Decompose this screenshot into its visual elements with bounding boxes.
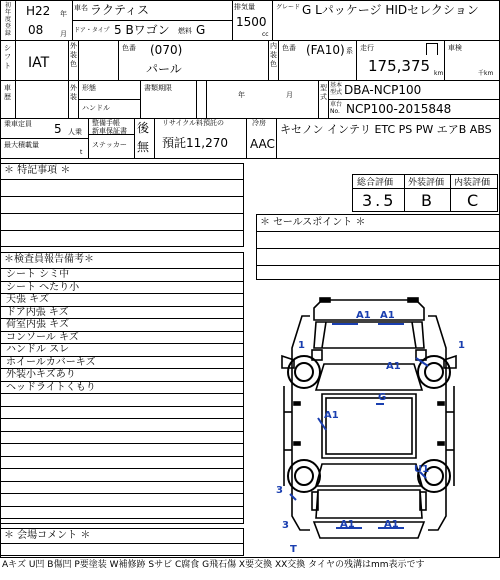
inspector-line: 外装小キズあり <box>6 369 76 380</box>
sales-title: ＊ セールスポイント ＊ <box>260 217 366 228</box>
first-reg-label: 初年度登録 <box>4 2 11 37</box>
overall-score: 3.5 <box>362 191 397 210</box>
mark-front-right-wheel: 1 <box>458 340 465 351</box>
color-code-label: 色番 <box>122 44 136 52</box>
door-type: 5 Bワゴン <box>114 23 170 37</box>
reg-year: H22 <box>26 4 51 18</box>
inspector-rule <box>0 506 244 507</box>
color-name: パール <box>146 62 182 76</box>
warranty-label: 新車保証書 <box>92 127 127 135</box>
fuel-label: 燃料 <box>178 27 192 35</box>
history-label: 車歴 <box>4 84 11 101</box>
aircon-label: 冷房 <box>252 119 266 127</box>
car-diagram <box>266 286 476 556</box>
capacity-label: 乗車定員 <box>4 120 32 128</box>
inspector-line: ホイールカバーキズ <box>6 356 96 368</box>
sticker-label: ステッカー <box>92 141 127 149</box>
mark-rear-bumper-right: A1 <box>384 519 399 530</box>
body-no-label: 車台No. <box>330 101 343 115</box>
recycle-value: 預託11,270 <box>162 136 228 150</box>
int-color-code: (FA10) <box>306 43 345 57</box>
damage-legend: Aキズ U凹 B傷凹 P要塗装 W補修跡 Sサビ C腐食 G飛石傷 X要交換 XX交換 タイヤの残溝はmm表示です <box>2 560 425 570</box>
mileage: 175,375 <box>368 57 431 75</box>
load-label: 最大積載量 <box>4 141 39 149</box>
body-no: NCP100-2015848 <box>346 102 452 116</box>
load-unit: t <box>80 149 83 156</box>
capacity-unit: 人乗 <box>68 128 82 136</box>
int-color-code-label: 色番 <box>282 44 296 52</box>
mark-rear-left-wheel: 3 <box>276 485 283 496</box>
recycle-label: リサイクル料預託の <box>162 119 225 127</box>
mark-front-left: A1 <box>356 310 371 321</box>
mark-windshield: G <box>378 392 387 403</box>
inspector-line: シート へたり小 <box>6 281 80 293</box>
mark-rear-left-corner: 3 <box>282 520 289 531</box>
mileage-label: 走行 <box>360 44 374 52</box>
inspector-line: 荷室内張 キズ <box>6 319 69 330</box>
color-code: (070) <box>150 43 183 57</box>
grade-label: グレード <box>276 4 301 11</box>
mark-front-left-wheel: 1 <box>298 340 305 351</box>
interior-score: C <box>467 191 479 210</box>
grade: G Lパッケージ HIDセレクション <box>302 3 479 17</box>
inspector-rule <box>0 431 244 432</box>
mark-right-rear-door: U1 <box>414 464 430 475</box>
sticker-value: 無 <box>137 140 150 154</box>
interior-score-label: 内装評価 <box>454 178 491 188</box>
reg-month: 08 <box>28 23 44 37</box>
manual-book-label: 整備手帳 <box>92 119 120 127</box>
inspector-rule <box>0 443 244 444</box>
inspector-rule <box>0 468 244 469</box>
ext-color-label: 外装色 <box>70 42 77 68</box>
frame-label: 基本型式 <box>330 82 343 96</box>
int-color-label: 内装色 <box>270 42 277 68</box>
mark-front-right: A1 <box>380 310 395 321</box>
inspector-rule <box>0 518 244 519</box>
overall-score-label: 総合評価 <box>357 178 394 188</box>
manual-label: 書類期限 <box>144 84 172 92</box>
capacity: 5 <box>54 122 62 136</box>
aircon-value: AAC <box>250 137 275 151</box>
insp-label: 車検 <box>448 44 462 52</box>
inspector-title: ＊検査員報告備考＊ <box>4 254 94 265</box>
inspector-line: シート シミ中 <box>6 269 70 280</box>
mark-tow: T <box>290 544 297 555</box>
shift-label: シフト <box>4 44 11 70</box>
month-unit: 月 <box>60 30 67 38</box>
model-label: 型式 <box>320 84 327 101</box>
shift: IAT <box>28 55 50 71</box>
mileage-unit-thousand: 千km <box>478 70 494 77</box>
mileage-bracket <box>426 43 438 55</box>
venue-title: ＊ 会場コメント ＊ <box>4 530 91 541</box>
doc-month-label: 月 <box>286 91 293 99</box>
doc-year-label: 年 <box>238 91 245 99</box>
displacement-unit: cc <box>262 31 269 38</box>
manual-book-value: 後 <box>137 121 150 135</box>
mark-right-fender: A1 <box>386 361 401 372</box>
car-name-label: 車名 <box>74 4 88 12</box>
frame: DBA-NCP100 <box>344 83 422 97</box>
inspector-line: ヘッドライトくもり <box>6 381 96 393</box>
door-type-label: ドア・タイプ <box>74 27 110 34</box>
inspector-rule <box>0 268 244 269</box>
equipment: キセノン インテリ ETC PS PW エアB ABS <box>280 123 492 136</box>
displacement-label: 排気量 <box>234 3 255 11</box>
mileage-unit: km <box>434 70 444 77</box>
inspector-rule <box>0 493 244 494</box>
fuel: G <box>196 23 206 37</box>
inspector-line: コンソール キズ <box>6 331 79 343</box>
row3-ext-label: 外装 <box>70 84 77 101</box>
inspector-rule <box>0 406 244 407</box>
inspector-rule <box>0 418 244 419</box>
mark-left-door: A1 <box>324 410 339 421</box>
handle-label: ハンドル <box>82 104 110 112</box>
inspector-rule <box>0 481 244 482</box>
special-notes-title: ＊ 特記事項 ＊ <box>4 165 71 176</box>
inspector-line: ドア内張 キズ <box>6 306 69 318</box>
mark-rear-bumper-left: A1 <box>340 519 355 530</box>
car-name: ラクティス <box>90 3 150 17</box>
inspector-line: 天張 キズ <box>6 294 49 305</box>
displacement: 1500 <box>236 15 267 29</box>
year-unit: 年 <box>60 10 67 18</box>
exterior-score: B <box>421 191 432 210</box>
int-color-suffix: 系 <box>346 47 353 55</box>
shape-label: 形態 <box>82 84 96 92</box>
exterior-score-label: 外装評価 <box>408 178 445 188</box>
inspector-rule <box>0 456 244 457</box>
inspector-line: ハンドル スレ <box>6 344 70 355</box>
